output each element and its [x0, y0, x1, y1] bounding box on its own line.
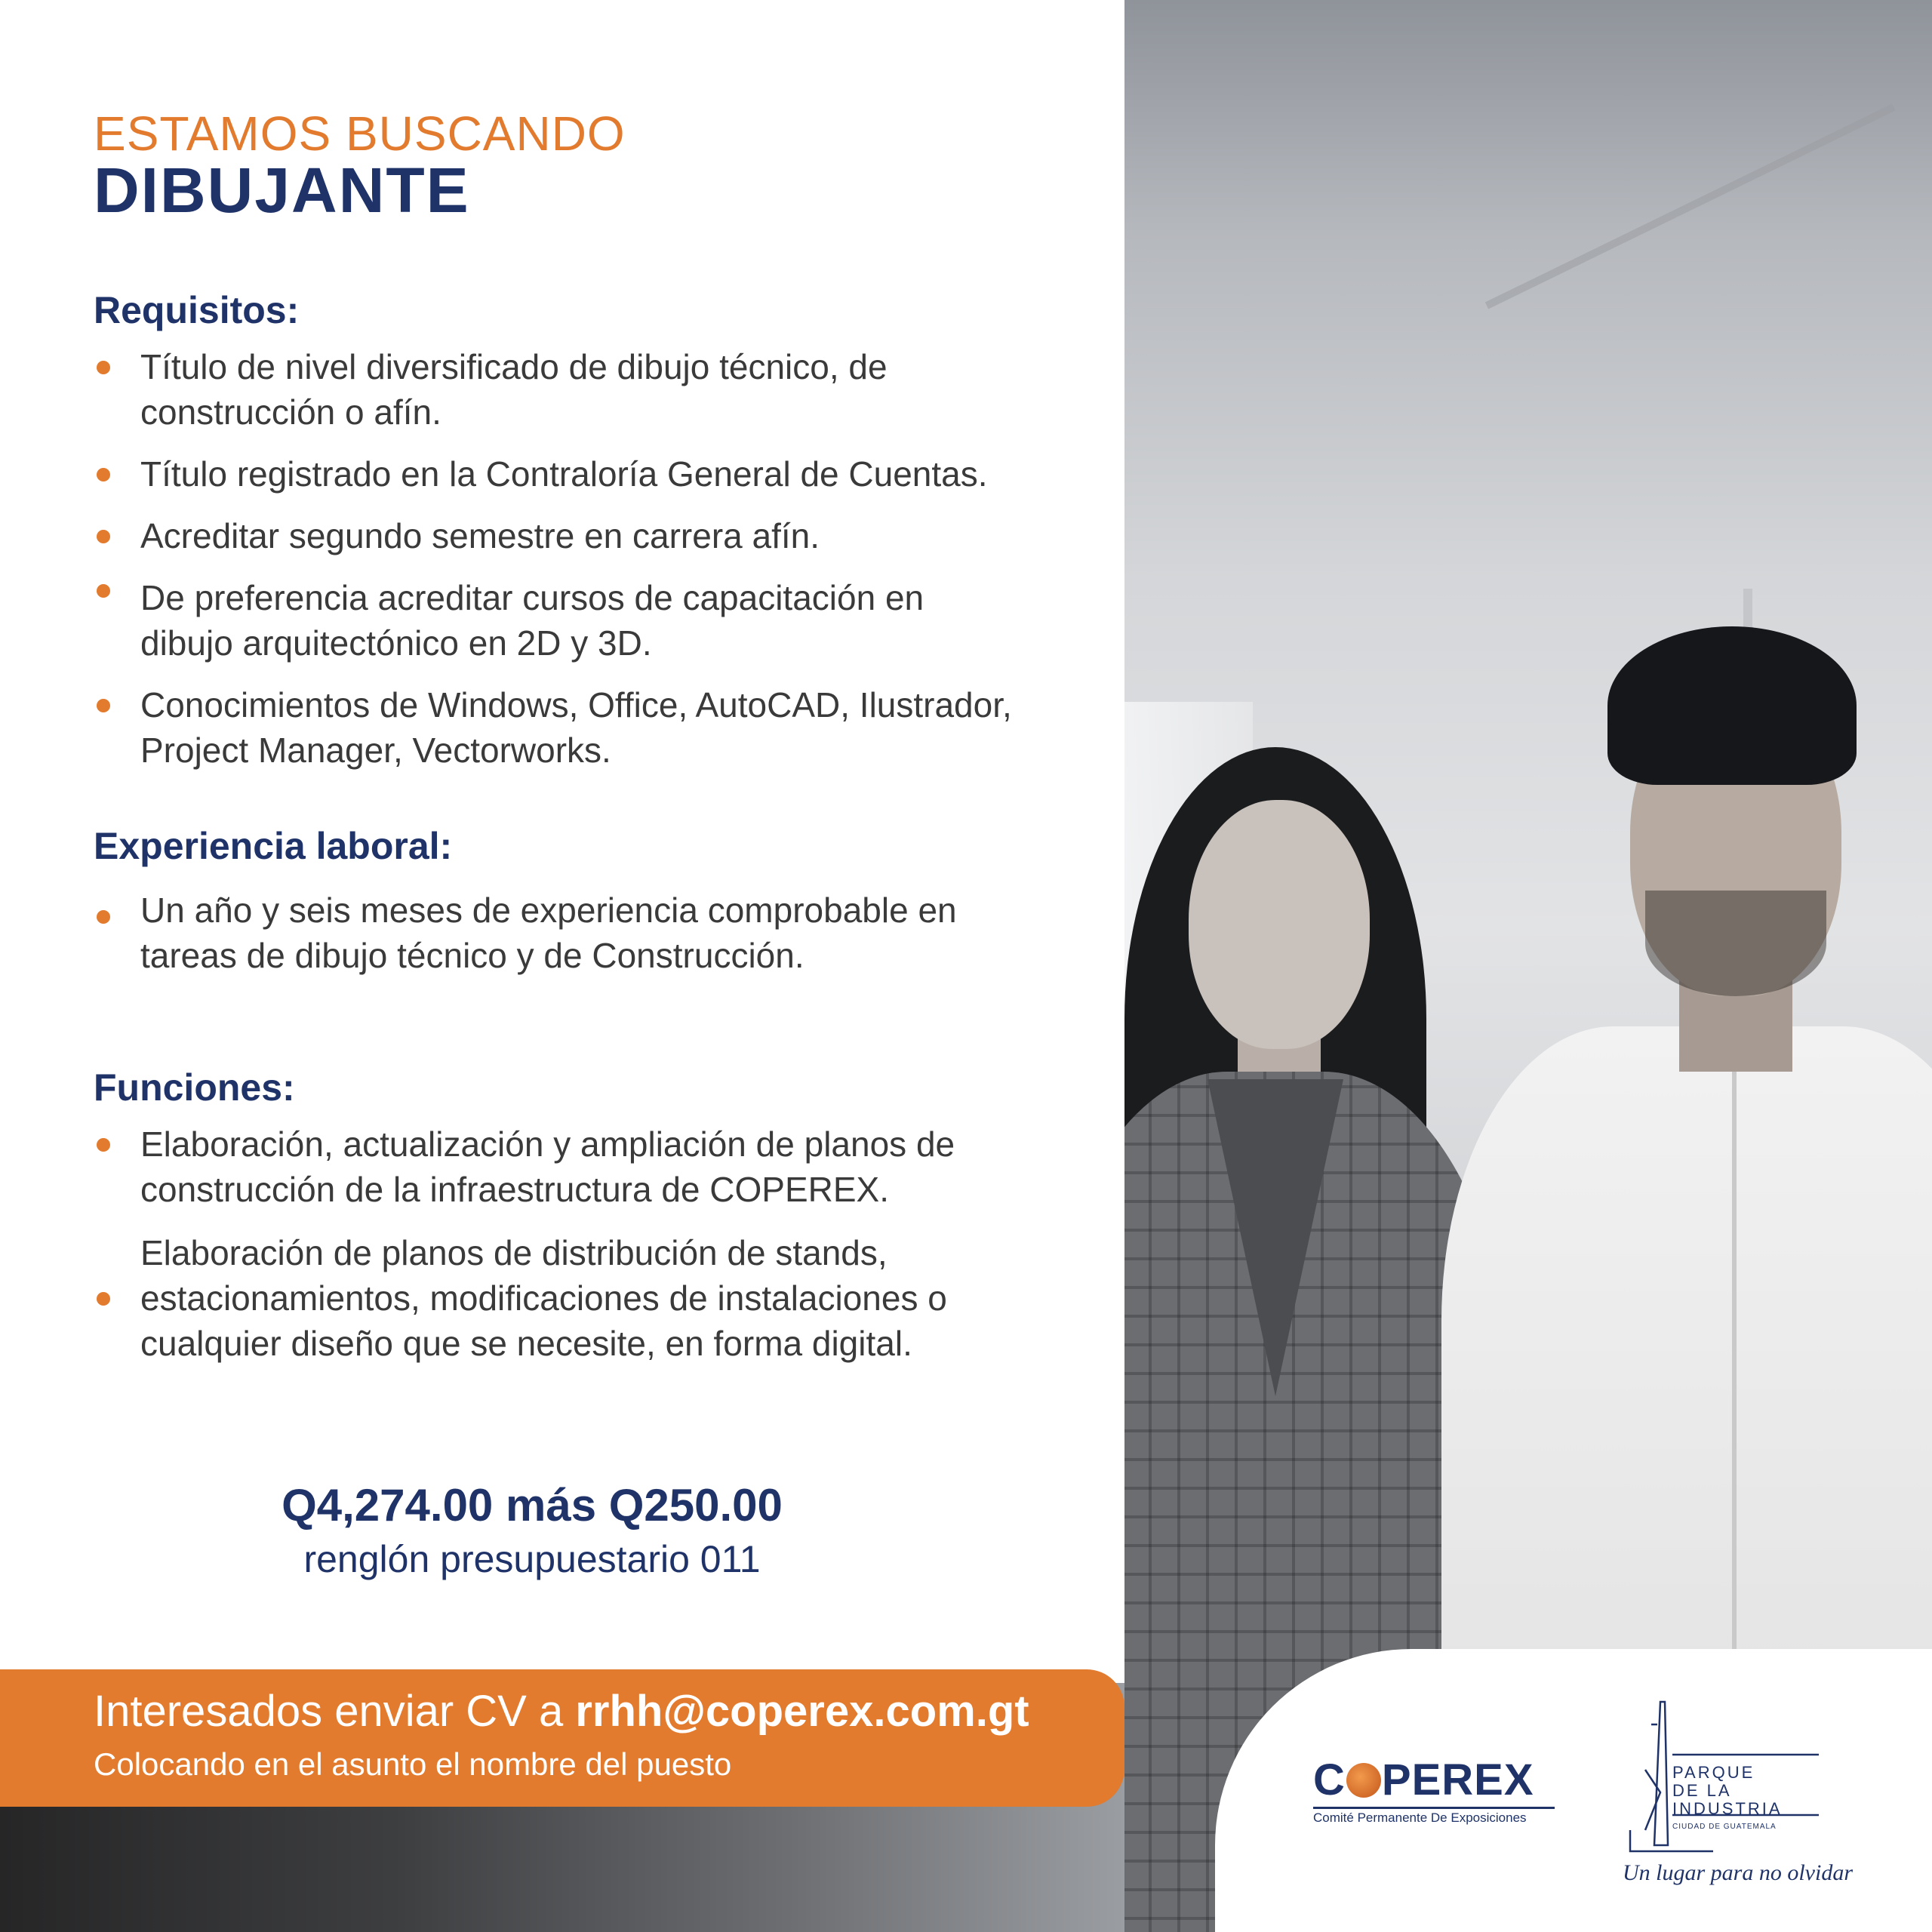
- list-item: Elaboración, actualización y ampliación de planos de construcción de la infraestructura de COPEREX.: [94, 1121, 1075, 1212]
- bullet-dot-icon: [97, 530, 110, 543]
- email-link[interactable]: rrhh@coperex.com.gt: [575, 1687, 1029, 1736]
- parque-line-2: DE LA: [1672, 1781, 1732, 1800]
- bullet-dot-icon: [97, 1292, 110, 1306]
- job-title: DIBUJANTE: [94, 155, 470, 226]
- logos-block: [1215, 1649, 1932, 1932]
- cta-note: Colocando en el asunto el nombre del puesto: [94, 1746, 732, 1782]
- apply-cta-bar: [0, 1669, 1124, 1807]
- bullet-dot-icon: [97, 468, 110, 481]
- parque-motto: Un lugar para no olvidar: [1623, 1860, 1854, 1885]
- salary-detail: renglón presupuestario 011: [303, 1538, 761, 1580]
- globe-icon: [1346, 1763, 1381, 1798]
- bullet-dot-icon: [97, 584, 110, 598]
- list-item: Un año y seis meses de experiencia comprobable en tareas de dibujo técnico y de Construcción.: [94, 888, 1075, 978]
- experiencia-heading: Experiencia laboral:: [94, 825, 453, 867]
- salary-amount: Q4,274.00 más Q250.00: [281, 1480, 783, 1531]
- list-item: Conocimientos de Windows, Office, AutoCAD, Ilustrador, Project Manager, Vectorworks.: [94, 682, 1075, 773]
- bullet-dot-icon: [97, 1138, 110, 1152]
- coperex-tagline: Comité Permanente De Exposiciones: [1313, 1807, 1555, 1826]
- coperex-logo: C PEREX Comité Permanente De Exposiciones: [1313, 1755, 1555, 1826]
- bullet-dot-icon: [97, 361, 110, 374]
- parque-line-3: INDUSTRIA: [1672, 1799, 1783, 1818]
- woman-blazer-lapel: [1208, 1079, 1343, 1396]
- bullet-dot-icon: [97, 699, 110, 712]
- list-item: De preferencia acreditar cursos de capacitación en dibujo arquitectónico en 2D y 3D.: [94, 575, 1075, 666]
- parque-industria-logo: [1615, 1679, 1854, 1906]
- list-item: Acreditar segundo semestre en carrera afín.: [94, 513, 1075, 558]
- requisitos-heading: Requisitos:: [94, 289, 300, 331]
- funciones-list: [94, 1121, 1075, 1366]
- list-item: Título registrado en la Contraloría General de Cuentas.: [94, 451, 1075, 497]
- woman-face: [1189, 800, 1370, 1049]
- list-item: Título de nivel diversificado de dibujo técnico, de construcción o afín.: [94, 344, 1075, 435]
- hero-photo: [1124, 0, 1932, 1932]
- cta-line: Interesados enviar CV a rrhh@coperex.com.gt: [94, 1687, 1029, 1736]
- man-hair: [1607, 626, 1857, 785]
- bullet-dot-icon: [97, 910, 110, 924]
- requisitos-list: [94, 344, 1075, 773]
- experiencia-list: [94, 888, 1075, 978]
- salary-block: [0, 1479, 1064, 1581]
- funciones-heading: Funciones:: [94, 1066, 295, 1109]
- man-beard: [1645, 891, 1826, 996]
- eyebrow-heading: ESTAMOS BUSCANDO: [94, 106, 626, 161]
- parque-city: CIUDAD DE GUATEMALA: [1672, 1823, 1777, 1831]
- parque-line-1: PARQUE: [1672, 1763, 1755, 1782]
- ceiling-light-decoration: [1485, 103, 1896, 309]
- list-item: Elaboración de planos de distribución de stands, estacionamientos, modificaciones de instalaciones o cualquier diseño que se necesite, en forma digital.: [94, 1230, 1075, 1366]
